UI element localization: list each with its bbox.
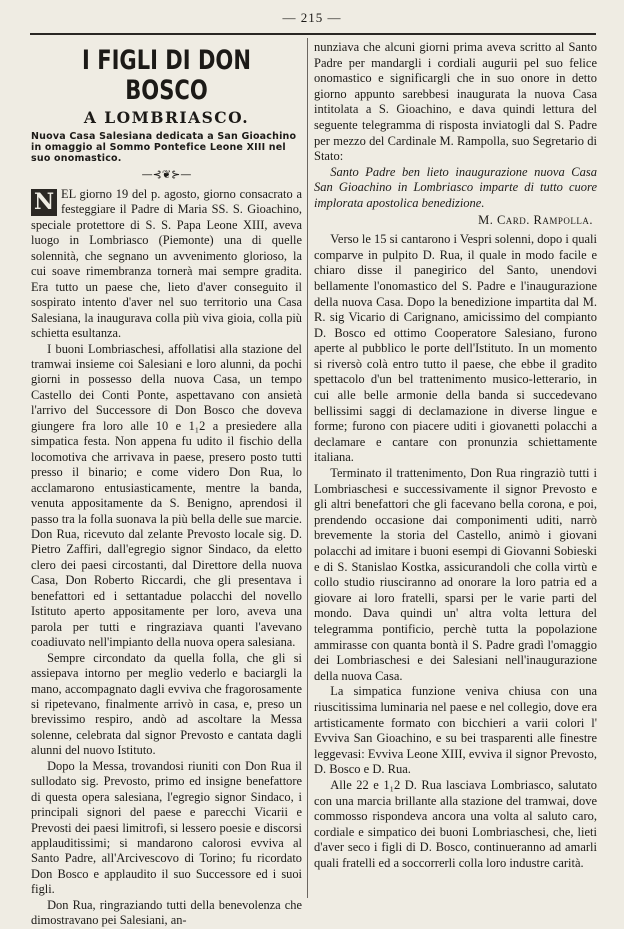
drop-cap: N <box>31 189 57 216</box>
paragraph: Don Rua, ringraziando tutti della benevolenza che dimostravano pei Salesiani, an- <box>31 897 302 928</box>
telegram-signature: M. Card. Rampolla. <box>478 212 593 227</box>
paragraph: Sempre circondato da quella folla, che gli si assiepava intorno per meglio vederlo e baciargli la mano, accompagnato dagli evviva che fragorosamente si ripetevano, finalmente arrivò in casa, e, preso un brevissimo respiro, andò ad ascoltare la Messa solenne, celebrata dal signor Prevosto e cantata dagli alunni del nuovo Istituto. <box>31 650 302 758</box>
paragraph: Alle 22 e 1₁2 D. Rua lasciava Lombriasco, salutato con una marcia brillante alla stazione del tramwai, dove commosso rispondeva ancora una volta al saluto caro, cordiale e simpatico dei buoni Lombriaschesi, che, lieti d'aver seco i figli di D. Bosco, continueranno ad amarli quali fratelli ed a soccorrerli colla loro industre carità. <box>314 777 597 870</box>
paragraph: La simpatica funzione veniva chiusa con una riuscitissima luminaria nel paese e nel collegio, dove era artisticamente formato con bicchieri a varii colori l' Evviva San Gioachino, e su bei trasparenti alle finestre leggevasi: Evviva Leone XIII, evviva il signor Prevosto, D. Bosco e D. Rua. <box>314 684 597 777</box>
header-rule <box>30 33 596 35</box>
column-divider <box>307 38 308 898</box>
right-column <box>314 40 597 871</box>
paragraph: EL giorno 19 del p. agosto, giorno consacrato a festeggiare il Padre di Maria SS. S. Gioachino, speciale protettore di S. S. Papa Leone XIII, aveva luogo in Lombriasco (Piemonte) una di quelle solennità, che segnano un avvenimento glorioso, la cui soave rimembranza tornerà mai sempre gradita. Era tutto un paese che, lieto d'aver conseguito il sospirato intento d'aver nel suo territorio una Casa Salesiana, la inaugurava colla più viva gioia, colla più schietta esultanza. <box>31 187 302 341</box>
article-deck: Nuova Casa Salesiana dedicata a San Gioachino in omaggio al Sommo Pontefice Leone XIII nel suo onomastico. <box>31 131 297 164</box>
paragraph: I buoni Lombriaschesi, affollatisi alla stazione del tramwai insieme coi Salesiani e loro alunni, da pochi giorni in possesso della nuova Casa, un tempo Castello dei Conti Ponte, aspettavano con ansietà l'arrivo del Successore di Don Bosco che doveva giungere fra loro alle 10 e 1₁2 a presiedere alla simpatica festa. Non appena fu udito il fischio della locomotiva che arrivava in paese, presero posto tutti presso il binario; e come videro Don Rua, lo acclamarono entusiasticamente, mentre la banda, venuta appositamente da S. Benigno, aprendosi il passo tra la folla suonava la più bella delle sue marcie. Don Rua, ricevuto dal zelante Prevosto locale sig. D. Pietro Zaffiri, dall'egregio signor Sindaco, da eletto clero dei paesi circostanti, dal Direttore della nuova Casa, Don Roberto Riccardi, che gli presentava i benefattori ed i settantadue polacchi del novello Istituto aperto appositamente per loro, aveva una parola per tutti e ringraziava quanti l'avevano coadiuvato nell'impianto della nuova opera salesiana. <box>31 341 302 650</box>
page-number: — 215 — <box>282 10 342 25</box>
paragraph: Verso le 15 si cantarono i Vespri solenni, dopo i quali comparve in pulpito D. Rua, il quale in modo facile e chiaro disse il panegirico del Santo, unendovi bellamente l'onomastico del S. Padre e l'inaugurazione della nuova Casa. Dopo la benedizione impartita dal M. R. sig Vicario di Carignano, amicissimo del compianto D. Bosco ed ottimo Cooperatore Salesiano, furono aperte al pubblico le porte dell'Istituto. In un momento si riversò colà entro tutto il paese, che ebbe il gradito spettacolo d'un bel trattenimento musico-letterario, in cui alle belle armonie della banda si succedevano bellissimi saggi di declamazione in diverse lingue e forme; furono con piacere uditi i giovanetti polacchi a declamare e cantare con pronunzia schiettamente italiana. <box>314 232 597 465</box>
paragraph: Dopo la Messa, trovandosi riuniti con Don Rua il sullodato sig. Prevosto, primo ed insigne benefattore di questa opera salesiana, l'egregio signor Sindaco, i principali signori del paese e parecchi Vicarii e Prevosti dei paesi limitrofi, si lessero poesie e discorsi applauditissimi; si mandarono calorosi evviva al Santo Padre, all'Arcivescovo di Torino; fu ricordato Don Bosco e applaudito il suo Successore ed i suoi figli. <box>31 758 302 897</box>
article-title: I FIGLI DI DON BOSCO <box>82 45 251 106</box>
ornament-divider: —⊰❦⊱— <box>141 168 192 181</box>
left-column <box>31 40 302 929</box>
telegram-text: Santo Padre ben lieto inaugurazione nuova Casa San Gioachino in Lombriasco imparte di tutto cuore implorata apostolica benedizione. <box>314 164 597 210</box>
article-subtitle: A LOMBRIASCO. <box>83 108 250 127</box>
paragraph: Terminato il trattenimento, Don Rua ringraziò tutti i Lombriaschesi e successivamente il signor Prevosto e gli altri benefattori che gli facevano bella corona, e poi, prendendo occasione dai componimenti uditi, narrò brevemente la storia del Castello, animò i giovani polacchi ad imitare i buoni esempi di Giovanni Sobieski e di S. Stanislao Kostka, assicurandoli che colla virtù e collo studio riusciranno ad onorare la loro patria ed a giovare ai loro fratelli, sparsi per le varie parti del mondo. Dava quindi un' altra volta lettura del telegramma pontificio, perchè tutta la popolazione ammirasse con quanta bontà il S. Padre gradì l'omaggio dei Lombriaschesi e dei Salesiani nell'inaugurazione della nuova Casa. <box>314 466 597 683</box>
opening-paragraph <box>31 187 302 342</box>
paragraph: nunziava che alcuni giorni prima aveva scritto al Santo Padre per mandargli i cordiali augurii pel suo felice onomastico e significargli che in suo onore in detto giorno appunto sarebbesi inaugurata la nuova Casa intitolata a S. Gioachino, e dava quindi lettura del seguente telegramma di risposta inviatogli dal S. Padre per mezzo del Cardinale M. Rampolla, suo Segretario di Stato: <box>314 40 597 164</box>
